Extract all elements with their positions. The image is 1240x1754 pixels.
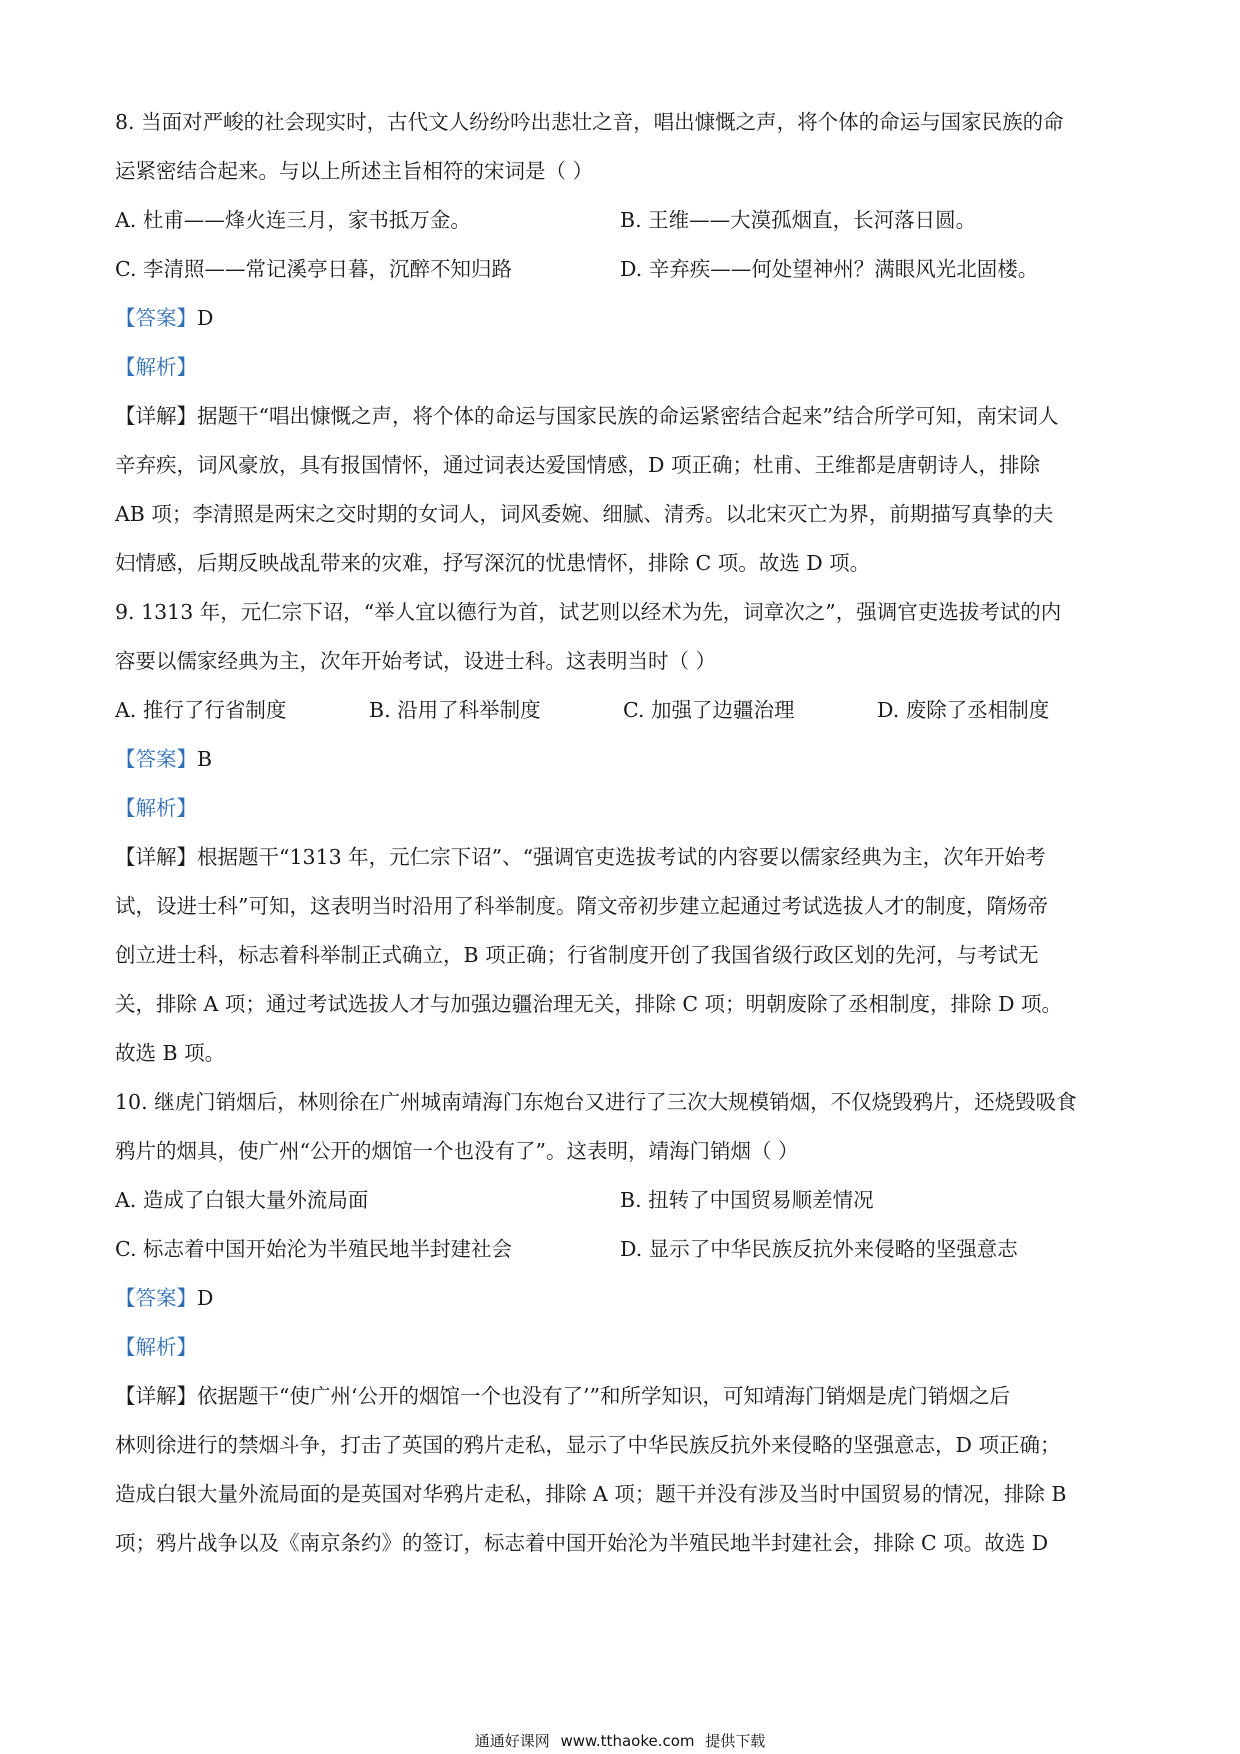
analysis-line: [115, 343, 1135, 392]
analysis-line: [115, 784, 1135, 833]
answer-line: [115, 294, 1135, 343]
question-stem-line: 10. 继虎门销烟后，林则徐在广州城南靖海门东炮台又进行了三次大规模销烟，不仅烧毁鸦片，还烧毁吸食: [115, 1090, 1077, 1114]
detail-line: AB 项；李清照是两宋之交时期的女词人，词风委婉、细腻、清秀。以北宋灭亡为界，前期描写真挚的夫: [115, 502, 1054, 526]
detail-line: 【详解】根据题干“1313 年，元仁宗下诏”、“强调官吏选拔考试的内容要以儒家经典为主，次年开始考: [115, 845, 1046, 869]
option-a: A. 杜甫——烽火连三月，家书抵万金。: [115, 208, 471, 232]
option-b: B. 扭转了中国贸易顺差情况: [620, 1188, 874, 1212]
detail-line: 辛弃疾，词风豪放，具有报国情怀，通过词表达爱国情感，D 项正确；杜甫、王维都是唐朝诗人，排除: [115, 453, 1040, 477]
question-stem-line: 容要以儒家经典为主，次年开始考试，设进士科。这表明当时（ ）: [115, 649, 717, 673]
analysis-tag: 【解析】: [115, 355, 197, 379]
detail-line: 关，排除 A 项；通过考试选拔人才与加强边疆治理无关，排除 C 项；明朝废除了丞相制度，排除 D 项。: [115, 992, 1063, 1016]
option-d: D. 显示了中华民族反抗外来侵略的坚强意志: [620, 1237, 1018, 1261]
option-b: B. 王维——大漠孤烟直，长河落日圆。: [620, 208, 977, 232]
options-row: [115, 196, 1135, 245]
question-10: [115, 1078, 1135, 1568]
analysis-line: [115, 1323, 1135, 1372]
answer-tag: 【答案】: [115, 306, 197, 330]
question-8: [115, 98, 1135, 588]
answer-tag: 【答案】: [115, 747, 197, 771]
analysis-tag: 【解析】: [115, 796, 197, 820]
footer-suffix: 提供下载: [705, 1732, 766, 1750]
answer-value: D: [197, 306, 214, 330]
detail-line: 试，设进士科”可知，这表明当时沿用了科举制度。隋文帝初步建立起通过考试选拔人才的制度，隋炀帝: [115, 894, 1048, 918]
detail-line: 【详解】依据题干“使广州‘公开的烟馆一个也没有了’”和所学知识，可知靖海门销烟是虎门销烟之后: [115, 1384, 1010, 1408]
option-d: D. 废除了丞相制度: [877, 698, 1050, 722]
options-row: [115, 245, 1135, 294]
footer-site-name: 通通好课网: [474, 1732, 550, 1750]
option-d: D. 辛弃疾——何处望神州？满眼风光北固楼。: [620, 257, 1039, 281]
answer-value: D: [197, 1286, 214, 1310]
detail-line: 造成白银大量外流局面的是英国对华鸦片走私，排除 A 项；题干并没有涉及当时中国贸易的情况，排除 B: [115, 1482, 1067, 1506]
question-stem-line: 8. 当面对严峻的社会现实时，古代文人纷纷吟出悲壮之音，唱出慷慨之声，将个体的命运与国家民族的命: [115, 110, 1064, 134]
option-c: C. 加强了边疆治理: [623, 698, 795, 722]
option-b: B. 沿用了科举制度: [369, 698, 541, 722]
question-stem-line: 鸦片的烟具，使广州“公开的烟馆一个也没有了”。这表明，靖海门销烟（ ）: [115, 1139, 799, 1163]
options-row: [115, 1225, 1135, 1274]
answer-value: B: [197, 747, 213, 771]
question-stem-line: 9. 1313 年，元仁宗下诏，“举人宜以德行为首，试艺则以经术为先，词章次之”，强调官吏选拔考试的内: [115, 600, 1062, 624]
detail-line: 创立进士科，标志着科举制正式确立，B 项正确；行省制度开创了我国省级行政区划的先河，与考试无: [115, 943, 1039, 967]
answer-line: [115, 1274, 1135, 1323]
option-a: A. 造成了白银大量外流局面: [115, 1188, 369, 1212]
page-footer: [0, 1730, 1240, 1751]
option-c: C. 李清照——常记溪亭日暮，沉醉不知归路: [115, 257, 512, 281]
question-stem-line: 运紧密结合起来。与以上所述主旨相符的宋词是（ ）: [115, 159, 594, 183]
options-row: [115, 1176, 1135, 1225]
detail-line: 【详解】据题干“唱出慷慨之声，将个体的命运与国家民族的命运紧密结合起来”结合所学可知，南宋词人: [115, 404, 1059, 428]
answer-tag: 【答案】: [115, 1286, 197, 1310]
detail-line: 林则徐进行的禁烟斗争，打击了英国的鸦片走私，显示了中华民族反抗外来侵略的坚强意志，D 项正确；: [115, 1433, 1061, 1457]
options-row: [115, 686, 1135, 735]
question-9: [115, 588, 1135, 1078]
option-a: A. 推行了行省制度: [115, 698, 287, 722]
detail-line: 故选 B 项。: [115, 1041, 226, 1065]
footer-url[interactable]: www.tthaoke.com: [560, 1732, 695, 1750]
analysis-tag: 【解析】: [115, 1335, 197, 1359]
document-page: [115, 98, 1135, 1568]
detail-line: 妇情感，后期反映战乱带来的灾难，抒写深沉的忧患情怀，排除 C 项。故选 D 项。: [115, 551, 871, 575]
detail-line: 项；鸦片战争以及《南京条约》的签订，标志着中国开始沦为半殖民地半封建社会，排除 C 项。故选 D: [115, 1531, 1049, 1555]
answer-line: [115, 735, 1135, 784]
option-c: C. 标志着中国开始沦为半殖民地半封建社会: [115, 1237, 512, 1261]
